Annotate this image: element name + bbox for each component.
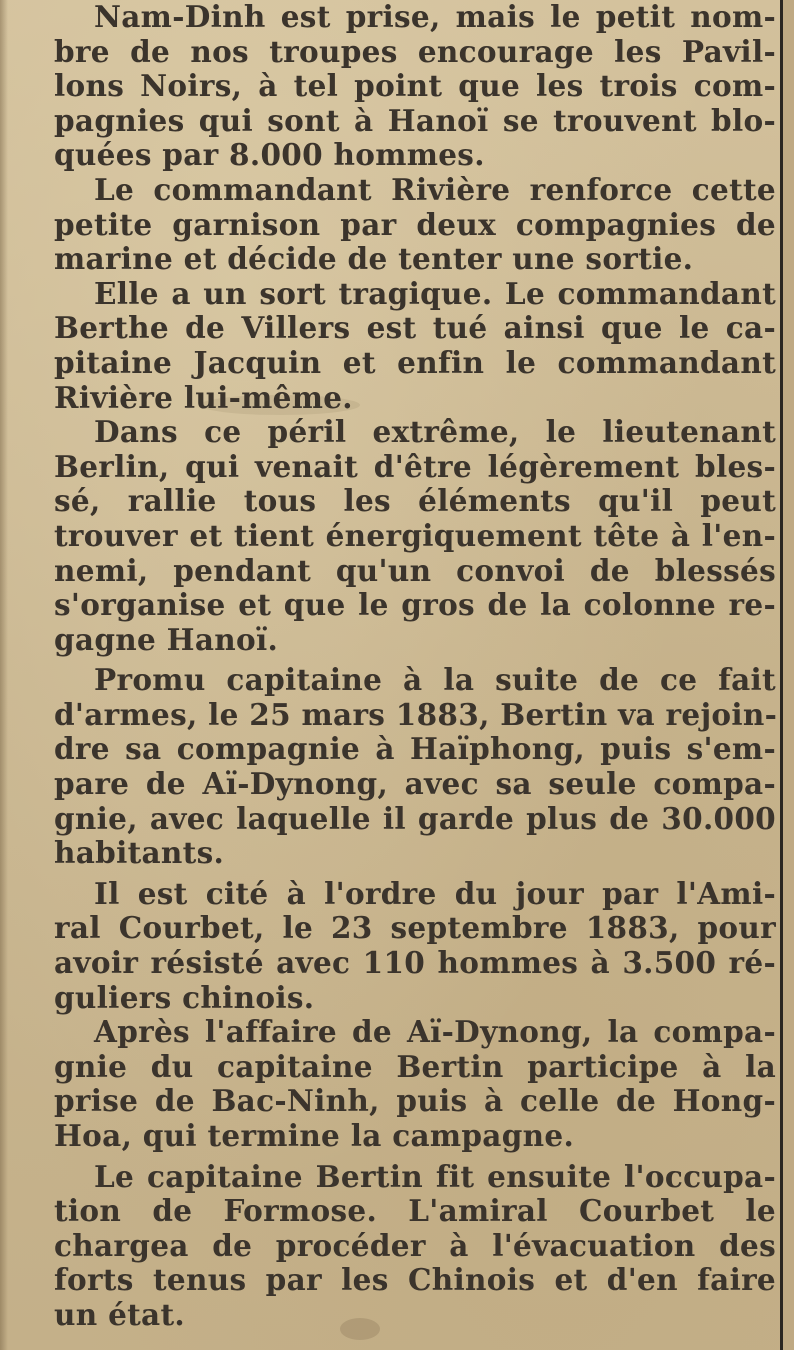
text-line: gnie, avec laquelle il garde plus de 30.000 [54,800,776,836]
text-line: Le capitaine Bertin fit ensuite l'occupa- [94,1158,776,1194]
paragraph [54,1015,776,1153]
text-line: avoir résisté avec 110 hommes à 3.500 ré- [54,945,776,981]
text-line: d'armes, le 25 mars 1883, Bertin va rejoin- [54,696,778,732]
right-margin [783,0,794,1350]
text-line: trouver et tient énergiquement tête à l'en- [54,517,776,553]
article-column [54,0,776,1333]
text-line: sé, rallie tous les éléments qu'il peut [54,483,776,519]
text-line: Dans ce péril extrême, le lieutenant [94,414,776,450]
text-line: Promu capitaine à la suite de ce fait [94,662,776,698]
text-line: quées par 8.000 hommes. [54,137,485,173]
text-line: chargea de procéder à l'évacuation des [54,1227,776,1263]
text-line: marine et décide de tenter une sortie. [54,241,694,277]
text-line: lons Noirs, à tel point que les trois com- [54,68,776,104]
paragraph [54,663,776,871]
text-line: un état. [54,1296,185,1332]
text-line: gnie du capitaine Bertin participe à la [54,1048,776,1084]
text-line: pitaine Jacquin et enfin le commandant [54,344,776,380]
text-line: guliers chinois. [54,979,315,1015]
text-line: prise de Bac-Ninh, puis à celle de Hong- [54,1083,776,1119]
text-line: pagnies qui sont à Hanoï se trouvent blo- [54,102,776,138]
text-line: bre de nos troupes encourage les Pavil- [54,33,776,69]
text-line: Hoa, qui termine la campagne. [54,1118,575,1153]
text-line: dre sa compagnie à Haïphong, puis s'em- [54,731,776,767]
text-line: forts tenus par les Chinois et d'en faire [54,1262,776,1298]
text-line: Le commandant Rivière renforce cette [94,171,776,207]
text-line: tion de Formose. L'amiral Courbet le [54,1193,776,1229]
paragraph [54,173,776,277]
text-line: s'organise et que le gros de la colonne re- [54,587,776,623]
paragraph [54,1160,776,1333]
page-edge-shadow [0,0,8,1350]
text-line: ral Courbet, le 23 septembre 1883, pour [54,910,776,946]
text-line: Il est cité à l'ordre du jour par l'Ami- [94,875,776,911]
text-line: Nam-Dinh est prise, mais le petit nom- [94,0,776,34]
text-line: Berlin, qui venait d'être légèrement bles- [54,448,776,484]
text-line: pare de Aï-Dynong, avec sa seule compa- [54,766,776,802]
text-line: petite garnison par deux compagnies de [54,206,776,242]
paragraph [54,415,776,657]
text-line: Elle a un sort tragique. Le commandant [94,275,776,311]
text-line: habitants. [54,835,225,871]
paragraph [54,0,776,173]
text-line: gagne Hanoï. [54,621,279,657]
paragraph [54,877,776,1015]
text-line: nemi, pendant qu'un convoi de blessés [54,552,776,588]
paragraph [54,277,776,415]
text-line: Après l'affaire de Aï-Dynong, la compa- [94,1014,776,1050]
text-line: Rivière lui-même. [54,379,353,415]
text-line: Berthe de Villers est tué ainsi que le ca- [54,310,776,346]
